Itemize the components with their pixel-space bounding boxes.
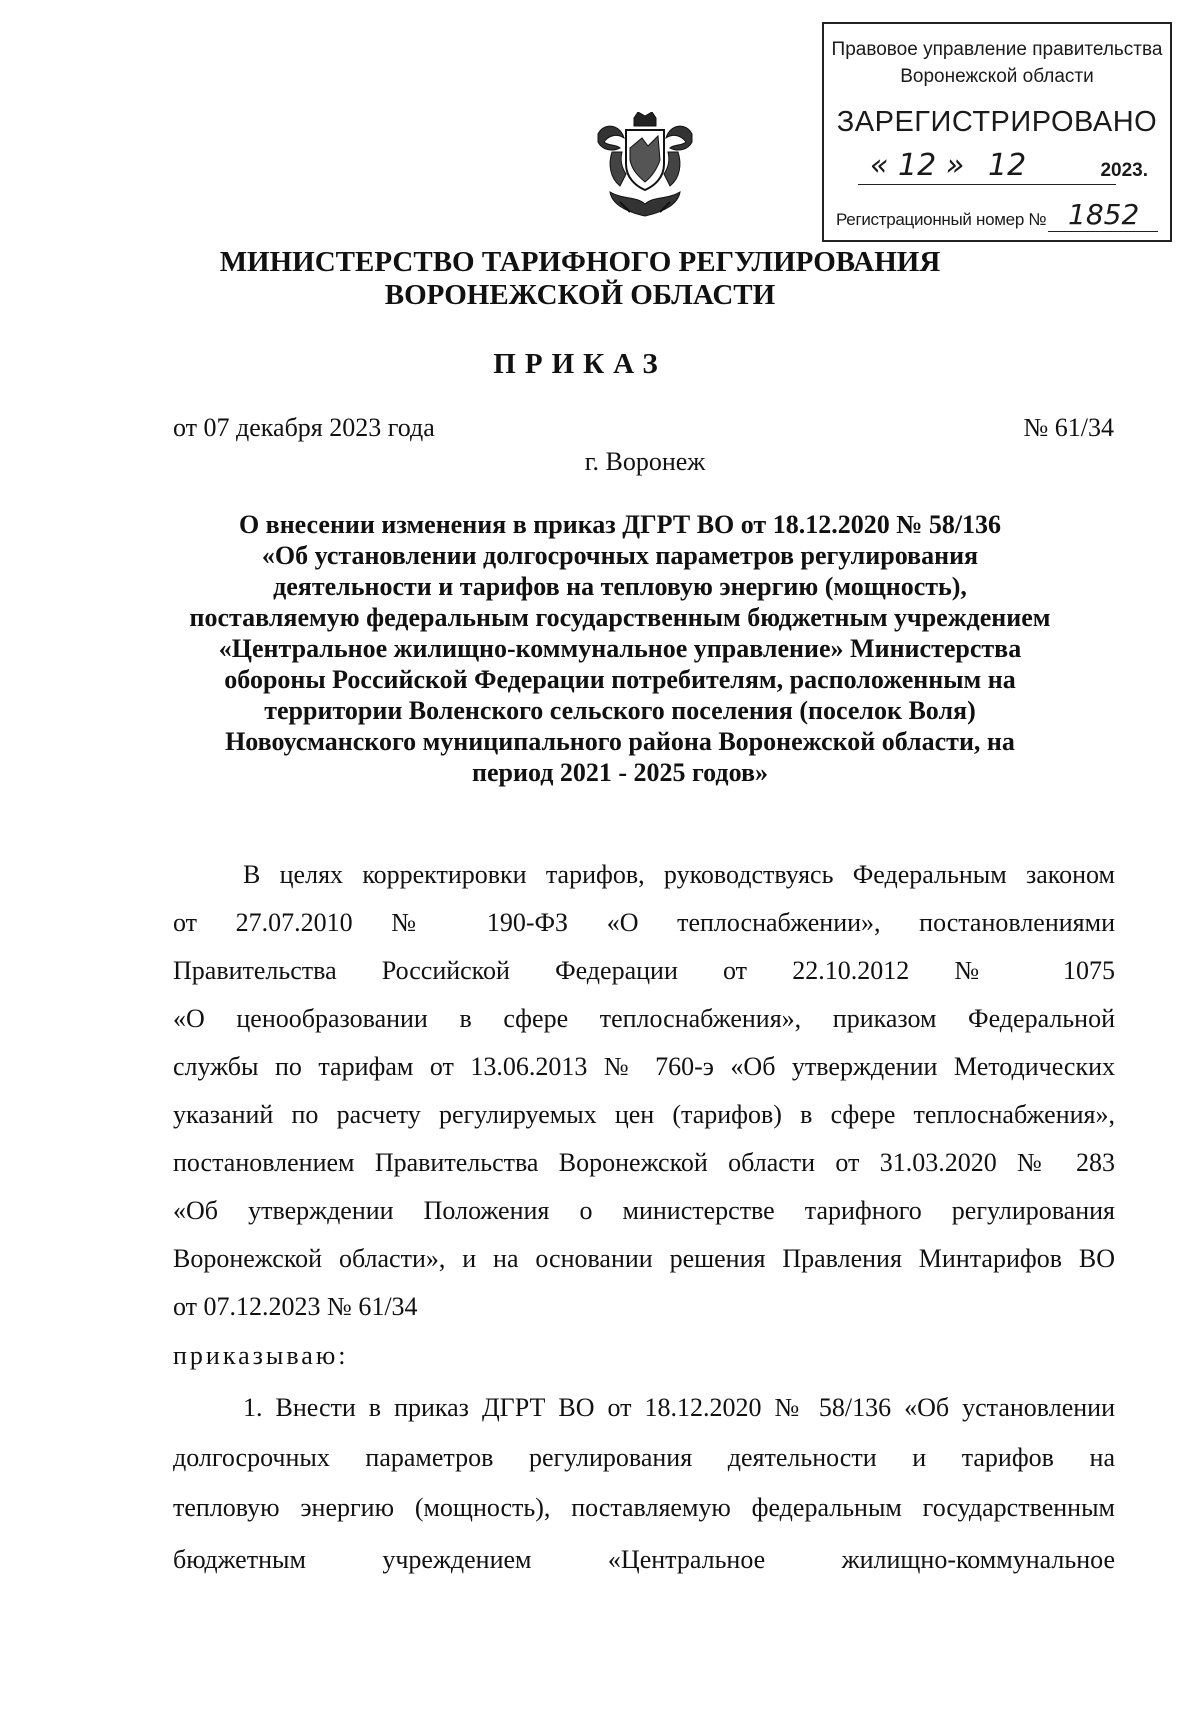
preamble-line: постановлением Правительства Воронежской области от 31.03.2020 № 283 <box>173 1148 1115 1177</box>
subject-line: обороны Российской Федерации потребителям, расположенным на <box>224 665 1016 694</box>
subject-line: поставляемую федеральным государственным бюджетным учреждением <box>189 603 1051 632</box>
order-date: от 07 декабря 2023 года <box>173 413 435 442</box>
subject-line: «Центральное жилищно-коммунальное управление» Министерства <box>218 634 1022 663</box>
coat-of-arms-emblem <box>590 112 700 220</box>
item-1-line: бюджетным учреждением «Центральное жилищно-коммунальное <box>173 1545 1115 1574</box>
item-1-line: тепловую энергию (мощность), поставляемую федеральным государственным <box>173 1493 1115 1522</box>
item-1-line: 1. Внести в приказ ДГРТ ВО от 18.12.2020 № 58/136 «Об установлении <box>243 1393 1115 1422</box>
subject-line: период 2021 - 2025 годов» <box>472 758 768 787</box>
preamble-line: «О ценообразовании в сфере теплоснабжения», приказом Федеральной <box>173 1004 1115 1033</box>
stamp-date <box>858 148 1156 194</box>
stamp-org-line-2: Воронежской области <box>900 66 1094 87</box>
stamp-date-day: « 12 » <box>870 148 965 183</box>
stamp-date-underline <box>858 184 1116 185</box>
order-city: г. Воронеж <box>584 447 706 476</box>
preamble-line: Воронежской области», и на основании решения Правления Минтарифов ВО <box>173 1244 1115 1273</box>
stamp-registered-label: ЗАРЕГИСТРИРОВАНО <box>836 106 1158 138</box>
subject-line: О внесении изменения в приказ ДГРТ ВО от 18.12.2020 № 58/136 <box>238 510 1002 539</box>
stamp-date-month: 12 <box>988 148 1027 183</box>
order-number: № 61/34 <box>1023 413 1114 442</box>
stamp-reg-number-value: 1852 <box>1068 198 1140 231</box>
registration-stamp <box>822 22 1172 242</box>
order-subject <box>160 509 1080 788</box>
preamble-line: «Об утверждении Положения о министерстве тарифного регулирования <box>173 1196 1115 1225</box>
stamp-reg-number <box>836 198 1158 236</box>
preamble-line: службы по тарифам от 13.06.2013 № 760-э «Об утверждении Методических <box>173 1052 1115 1081</box>
ministry-title <box>0 246 1200 312</box>
item-1-line: долгосрочных параметров регулирования деятельности и тарифов на <box>173 1443 1115 1472</box>
preamble-line: от 27.07.2010 № 190-ФЗ «О теплоснабжении», постановлениями <box>173 908 1115 937</box>
stamp-organization <box>824 36 1170 90</box>
subject-line: «Об установлении долгосрочных параметров регулирования <box>261 541 979 570</box>
preamble-line: В целях корректировки тарифов, руководствуясь Федеральным законом <box>243 860 1115 889</box>
stamp-date-year: 2023. <box>1100 160 1148 181</box>
order-word: приказываю: <box>173 1341 349 1370</box>
ministry-title-line-2: ВОРОНЕЖСКОЙ ОБЛАСТИ <box>384 279 776 311</box>
subject-line: Новоусманского муниципального района Воронежской области, на <box>225 727 1015 756</box>
subject-line: территории Воленского сельского поселения (поселок Воля) <box>264 696 976 725</box>
stamp-org-line-1: Правовое управление правительства <box>831 39 1163 60</box>
stamp-reg-number-label: Регистрационный номер № <box>836 210 1047 229</box>
subject-line: деятельности и тарифов на тепловую энергию (мощность), <box>273 572 967 601</box>
document-type-title: ПРИКАЗ <box>493 348 667 380</box>
preamble-line: от 07.12.2023 № 61/34 <box>173 1292 418 1321</box>
ministry-title-line-1: МИНИСТЕРСТВО ТАРИФНОГО РЕГУЛИРОВАНИЯ <box>219 246 941 278</box>
preamble-line: Правительства Российской Федерации от 22.10.2012 № 1075 <box>173 956 1115 985</box>
stamp-reg-number-underline <box>1048 231 1158 232</box>
preamble-line: указаний по расчету регулируемых цен (тарифов) в сфере теплоснабжения», <box>173 1100 1115 1129</box>
